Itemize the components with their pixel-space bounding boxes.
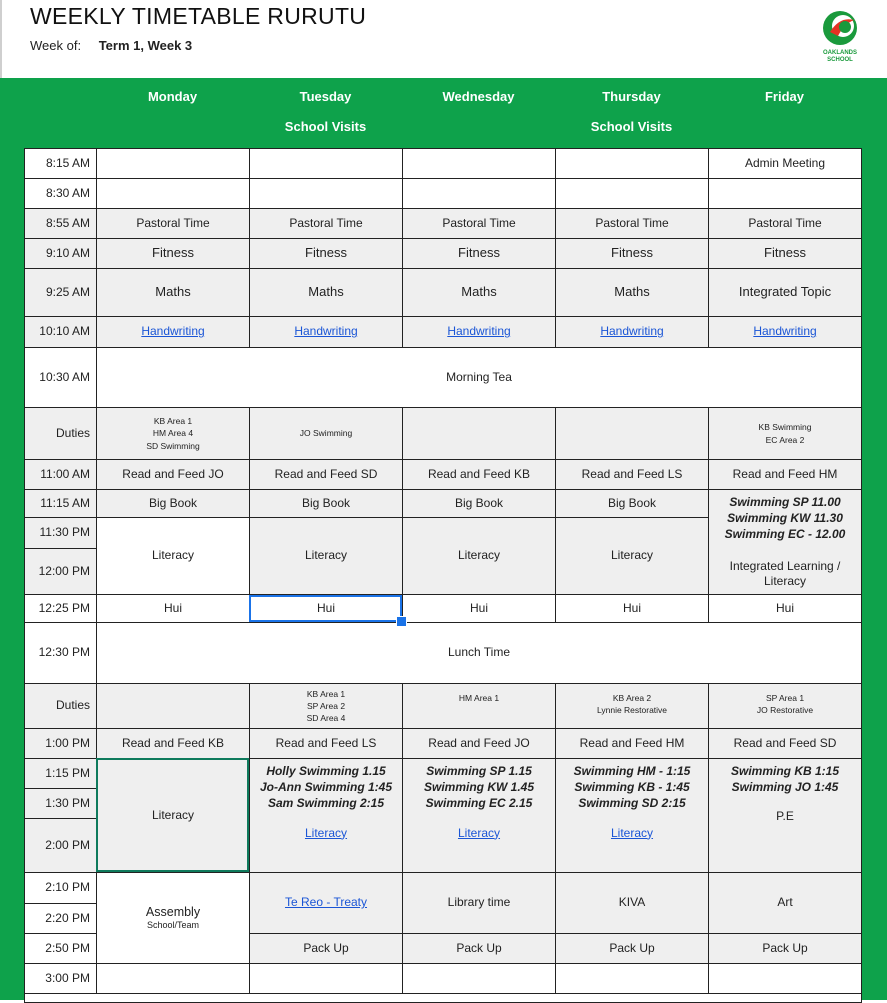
duties-label[interactable]: Duties — [24, 407, 97, 460]
time-cell[interactable]: 9:10 AM — [24, 238, 97, 269]
assembly-cell[interactable] — [96, 872, 250, 964]
time-cell[interactable]: 1:30 PM — [24, 788, 97, 819]
table-cell[interactable] — [249, 148, 403, 179]
swimming-literacy-cell[interactable] — [249, 758, 403, 873]
logo-text-1: OAKLANDS — [823, 50, 857, 56]
subheader-thursday: School Visits — [590, 119, 673, 134]
admin-meeting-cell[interactable]: Admin Meeting — [708, 148, 862, 179]
swimming-line: Swimming SP 11.00 — [729, 495, 841, 509]
read-and-feed-cell[interactable]: Read and Feed JO — [96, 459, 250, 490]
time-cell[interactable]: 11:00 AM — [24, 459, 97, 490]
hui-cell[interactable]: Hui — [249, 594, 403, 623]
school-logo — [808, 6, 872, 70]
handwriting-link[interactable]: Handwriting — [141, 324, 205, 339]
table-cell[interactable] — [402, 178, 556, 209]
subheader-tuesday: School Visits — [284, 119, 367, 134]
literacy-link[interactable]: Literacy — [304, 825, 348, 840]
duty-line: HM Area 4 — [152, 428, 194, 439]
duty-line: SP Area 1 — [765, 693, 805, 703]
duty-line: HM Area 1 — [458, 693, 500, 703]
handwriting-link[interactable]: Handwriting — [447, 324, 511, 339]
duties-cell[interactable] — [555, 683, 709, 729]
time-cell[interactable]: 10:10 AM — [24, 316, 97, 348]
read-and-feed-cell[interactable]: Read and Feed KB — [96, 728, 250, 759]
table-cell[interactable] — [96, 148, 250, 179]
literacy-link[interactable]: Literacy — [610, 825, 654, 840]
time-cell[interactable]: 8:30 AM — [24, 178, 97, 209]
table-cell — [96, 316, 250, 348]
time-cell[interactable]: 3:00 PM — [24, 963, 97, 994]
hui-cell[interactable]: Hui — [555, 594, 709, 623]
time-cell[interactable]: 10:30 AM — [24, 347, 97, 408]
read-and-feed-cell[interactable]: Read and Feed KB — [402, 459, 556, 490]
swimming-line: Swimming HM - 1:15 — [573, 764, 691, 778]
maths-cell[interactable]: Maths — [555, 268, 709, 317]
pastoral-time-cell[interactable]: Pastoral Time — [96, 208, 250, 239]
swimming-line: Swimming SP 1.15 — [426, 764, 532, 778]
table-cell[interactable] — [402, 963, 556, 994]
pe-text: P.E — [776, 809, 794, 824]
morning-tea-cell[interactable]: Morning Tea — [96, 347, 862, 408]
maths-cell[interactable]: Maths — [402, 268, 556, 317]
swimming-line: Swimming KB 1:15 — [730, 764, 840, 778]
time-cell[interactable]: 2:00 PM — [24, 818, 97, 873]
hui-cell[interactable]: Hui — [402, 594, 556, 623]
time-cell[interactable]: 12:30 PM — [24, 622, 97, 684]
time-cell[interactable]: 9:25 AM — [24, 268, 97, 317]
fitness-cell[interactable]: Fitness — [555, 238, 709, 269]
time-cell[interactable]: 8:15 AM — [24, 148, 97, 179]
duties-cell[interactable] — [708, 407, 862, 460]
time-cell[interactable]: 12:25 PM — [24, 594, 97, 623]
swimming-line: Sam Swimming 2:15 — [267, 796, 385, 811]
read-and-feed-cell[interactable]: Read and Feed SD — [249, 459, 403, 490]
fitness-cell[interactable]: Fitness — [96, 238, 250, 269]
table-cell[interactable] — [96, 963, 250, 994]
logo-text-2: SCHOOL — [827, 57, 853, 63]
swimming-line: Holly Swimming 1.15 — [266, 764, 386, 778]
time-cell[interactable]: 11:30 PM — [24, 517, 97, 549]
literacy-cell[interactable]: Literacy — [402, 517, 556, 595]
handwriting-link[interactable]: Handwriting — [600, 324, 664, 339]
literacy-cell[interactable]: Literacy — [96, 517, 250, 595]
table-cell[interactable] — [402, 148, 556, 179]
swimming-literacy-cell[interactable] — [402, 758, 556, 873]
maths-cell[interactable]: Maths — [96, 268, 250, 317]
hui-cell[interactable]: Hui — [96, 594, 250, 623]
art-cell[interactable]: Art — [708, 872, 862, 934]
pastoral-time-cell[interactable]: Pastoral Time — [402, 208, 556, 239]
integrated-topic-cell[interactable]: Integrated Topic — [708, 268, 862, 317]
assembly-text: Assembly — [145, 905, 201, 920]
duty-line: Lynnie Restorative — [596, 705, 668, 716]
table-cell[interactable] — [708, 963, 862, 994]
day-header-friday: Friday — [764, 89, 804, 104]
table-cell[interactable] — [708, 178, 862, 209]
swimming-line: Swimming EC - 12.00 — [724, 527, 846, 542]
fitness-cell[interactable]: Fitness — [402, 238, 556, 269]
duty-line: SP Area 2 — [306, 700, 346, 711]
time-cell[interactable]: 1:00 PM — [24, 728, 97, 759]
te-reo-link[interactable]: Te Reo - Treaty — [284, 895, 368, 910]
week-of-label: Week of: — [30, 38, 82, 53]
swimming-line: Swimming SD 2:15 — [578, 796, 686, 811]
week-of-value: Term 1, Week 3 — [98, 38, 193, 53]
collaborator-selection — [96, 758, 249, 872]
table-row[interactable] — [24, 993, 862, 1003]
table-cell[interactable] — [555, 963, 709, 994]
swimming-line: Swimming EC 2.15 — [425, 796, 533, 811]
logo-emblem-icon — [808, 6, 872, 52]
pastoral-time-cell[interactable]: Pastoral Time — [249, 208, 403, 239]
literacy-cell[interactable]: Literacy — [249, 517, 403, 595]
time-cell[interactable]: 2:10 PM — [24, 872, 97, 904]
fitness-cell[interactable]: Fitness — [249, 238, 403, 269]
hui-cell[interactable]: Hui — [708, 594, 862, 623]
table-cell[interactable] — [555, 178, 709, 209]
time-cell[interactable]: 12:00 PM — [24, 548, 97, 595]
library-time-cell[interactable]: Library time — [402, 872, 556, 934]
day-header-wednesday: Wednesday — [442, 89, 515, 104]
day-header-monday: Monday — [147, 89, 198, 104]
page-title: WEEKLY TIMETABLE RURUTU — [30, 3, 367, 29]
table-cell — [402, 316, 556, 348]
table-cell[interactable] — [249, 178, 403, 209]
fitness-cell[interactable]: Fitness — [708, 238, 862, 269]
read-and-feed-cell[interactable]: Read and Feed SD — [708, 728, 862, 759]
read-and-feed-cell[interactable]: Read and Feed HM — [708, 459, 862, 490]
duty-line: KB Swimming — [758, 422, 812, 433]
maths-cell[interactable]: Maths — [249, 268, 403, 317]
table-cell[interactable] — [249, 963, 403, 994]
duties-cell[interactable] — [96, 407, 250, 460]
duties-cell[interactable] — [96, 683, 250, 729]
time-cell[interactable]: 2:50 PM — [24, 933, 97, 964]
swimming-line: Swimming KW 11.30 — [727, 511, 843, 526]
document-header — [0, 0, 887, 78]
kiva-cell[interactable]: KIVA — [555, 872, 709, 934]
time-cell[interactable]: 2:20 PM — [24, 903, 97, 934]
big-book-cell[interactable]: Big Book — [402, 489, 556, 518]
duties-cell[interactable] — [555, 407, 709, 460]
read-and-feed-cell[interactable]: Read and Feed JO — [402, 728, 556, 759]
duty-line: EC Area 2 — [765, 434, 805, 445]
table-cell[interactable] — [555, 148, 709, 179]
swimming-literacy-cell[interactable] — [555, 758, 709, 873]
assembly-subtext: School/Team — [146, 920, 200, 931]
swimming-line: Swimming KB - 1:45 — [574, 780, 690, 795]
read-and-feed-cell[interactable]: Read and Feed LS — [555, 459, 709, 490]
duty-line: KB Area 1 — [306, 688, 346, 699]
duties-label[interactable]: Duties — [24, 683, 97, 729]
duty-line: KB Area 1 — [153, 416, 193, 427]
time-cell[interactable]: 8:55 AM — [24, 208, 97, 239]
duties-cell[interactable] — [402, 683, 556, 729]
duties-cell[interactable] — [402, 407, 556, 460]
pastoral-time-cell[interactable]: Pastoral Time — [708, 208, 862, 239]
selection-drag-handle[interactable] — [396, 616, 407, 627]
swimming-line: Jo-Ann Swimming 1:45 — [259, 780, 393, 795]
table-cell — [249, 872, 403, 934]
duties-cell[interactable] — [249, 407, 403, 460]
literacy-link[interactable]: Literacy — [457, 825, 501, 840]
pack-up-cell[interactable]: Pack Up — [555, 933, 709, 964]
day-header-tuesday: Tuesday — [299, 89, 352, 104]
day-header-thursday: Thursday — [602, 89, 661, 104]
duties-cell[interactable] — [249, 683, 403, 729]
week-of — [30, 38, 192, 53]
duties-cell[interactable] — [708, 683, 862, 729]
literacy-cell[interactable]: Literacy — [96, 758, 250, 873]
duty-line: JO Restorative — [756, 705, 814, 716]
friday-swimming-cell[interactable] — [708, 489, 862, 595]
swimming-line: Swimming JO 1:45 — [731, 780, 839, 795]
table-cell — [249, 316, 403, 348]
table-cell — [555, 316, 709, 348]
pack-up-cell[interactable]: Pack Up — [708, 933, 862, 964]
duty-line: KB Area 2 — [612, 693, 652, 703]
read-and-feed-cell[interactable]: Read and Feed HM — [555, 728, 709, 759]
table-cell[interactable] — [96, 178, 250, 209]
duty-line: SD Area 4 — [306, 713, 346, 724]
swimming-line: Swimming KW 1.45 — [423, 780, 535, 795]
integrated-learning-text: Integrated Learning / Literacy — [729, 558, 841, 589]
handwriting-link[interactable]: Handwriting — [294, 324, 358, 339]
table-cell — [708, 316, 862, 348]
handwriting-link[interactable]: Handwriting — [753, 324, 817, 339]
big-book-cell[interactable]: Big Book — [249, 489, 403, 518]
swimming-pe-cell[interactable] — [708, 758, 862, 873]
big-book-cell[interactable]: Big Book — [555, 489, 709, 518]
literacy-cell[interactable]: Literacy — [555, 517, 709, 595]
duty-line: JO Swimming — [299, 428, 353, 439]
pack-up-cell[interactable]: Pack Up — [402, 933, 556, 964]
cell-selection — [249, 595, 402, 622]
time-cell[interactable]: 11:15 AM — [24, 489, 97, 518]
big-book-cell[interactable]: Big Book — [96, 489, 250, 518]
pack-up-cell[interactable]: Pack Up — [249, 933, 403, 964]
lunch-time-cell[interactable]: Lunch Time — [96, 622, 862, 684]
read-and-feed-cell[interactable]: Read and Feed LS — [249, 728, 403, 759]
duty-line: SD Swimming — [146, 440, 200, 451]
time-cell[interactable]: 1:15 PM — [24, 758, 97, 789]
pastoral-time-cell[interactable]: Pastoral Time — [555, 208, 709, 239]
